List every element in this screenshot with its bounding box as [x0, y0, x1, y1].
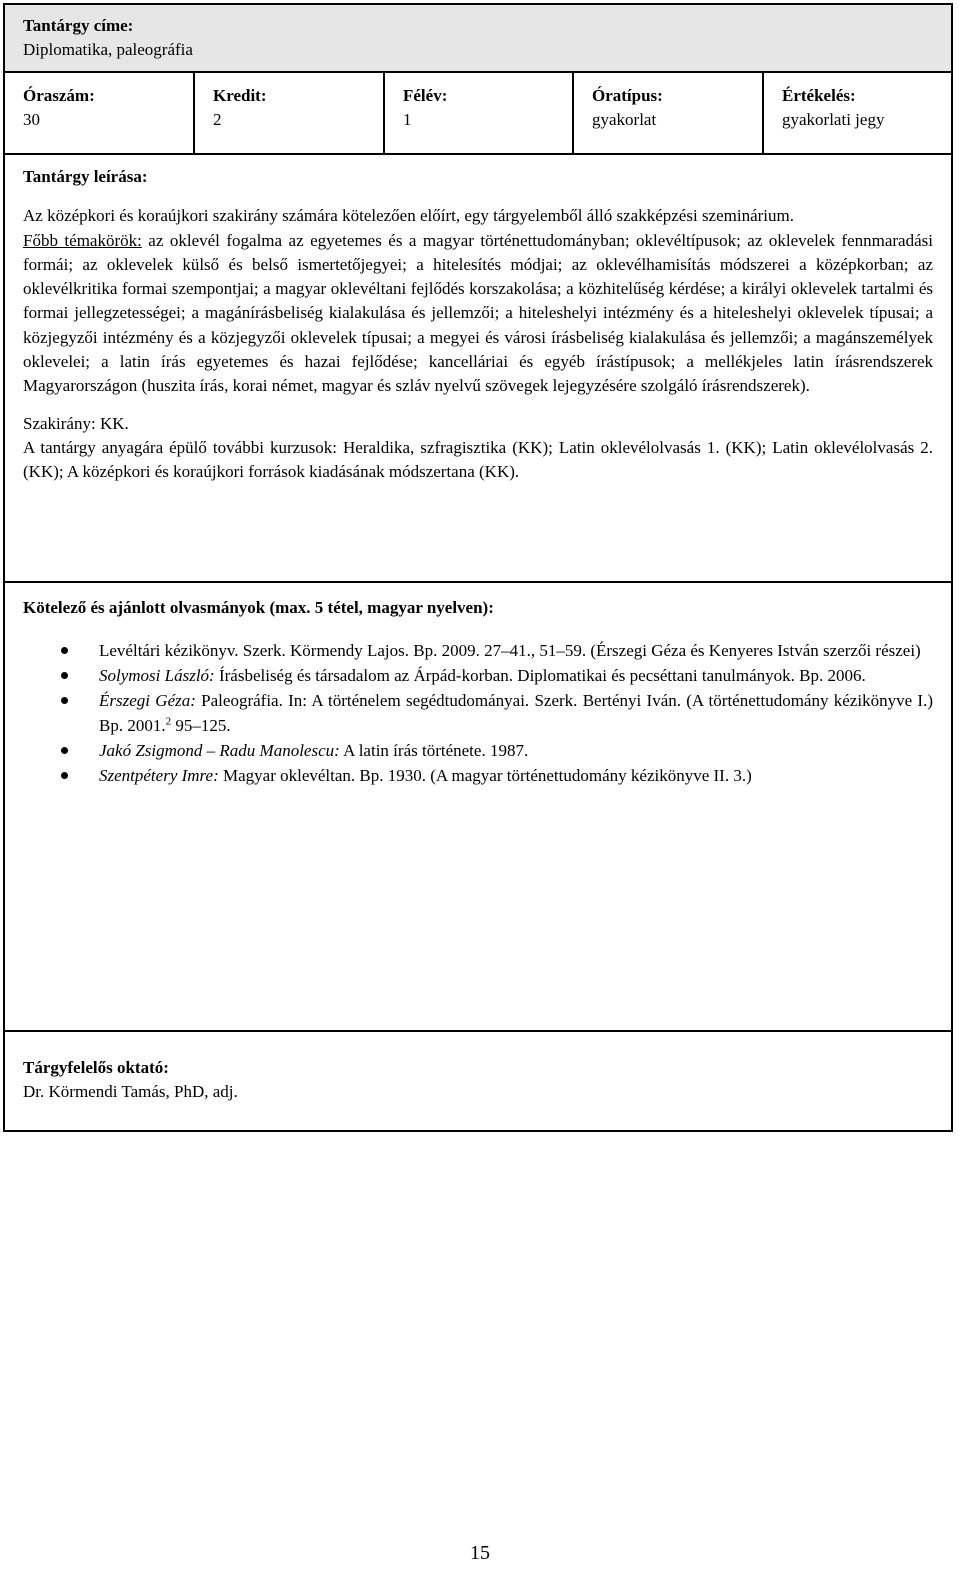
class-type-cell — [574, 73, 764, 153]
reading-item — [23, 638, 933, 663]
description-label: Tantárgy leírása: — [23, 167, 148, 186]
subject-title-cell — [5, 5, 951, 73]
reading-pages: 95–125. — [171, 716, 231, 735]
reading-text: A latin írás története. 1987. — [339, 741, 529, 760]
reading-author: Érszegi Géza: — [99, 691, 196, 710]
evaluation-value: gyakorlati jegy — [782, 110, 885, 129]
bullet-icon — [61, 747, 68, 754]
readings-cell — [5, 583, 951, 1032]
teacher-name: Dr. Körmendi Tamás, PhD, adj. — [23, 1082, 238, 1101]
description-topics — [23, 229, 933, 399]
reading-text: Levéltári kézikönyv. Szerk. Körmendy Lajos. Bp. 2009. 27–41., 51–59. (Érszegi Géza és Kenyeres István szerzői részei) — [99, 641, 921, 660]
teacher-cell — [5, 1032, 951, 1130]
topics-text: az oklevél fogalma az egyetemes és a magyar történettudományban; oklevéltípusok; az oklevelek fennmaradási formái; az oklevelek külső és belső ismertetőjegyei; a hitelesítés módjai; az oklevélhamisítás módszerei a középkorban; az oklevélkritika formai szempontjai; a magyar oklevéltani fejlődés korszakolása; a közhitelűség kérdése; a királyi oklevelek tartalmi és formai jellegzetességei; a magánírásbeliség kialakulása és jellemzői; a hiteleshelyi intézmény és a hiteleshelyi oklevelek típusai; a közjegyzői intézmény és a közjegyzői oklevelek típusai; a megyei és városi írásbeliség kialakulása és jellemzői; a magánszemélyek oklevelei; a latin írás egyetemes és hazai fejlődése; kancelláriai és egyéb írástípusok; a mellékjeles latin írásrendszerek Magyarországon (huszita írás, korai német, magyar és szláv nyelvű szövegek lejegyzésére szolgáló írásrendszerek). — [23, 230, 933, 396]
readings-list — [23, 638, 933, 788]
hours-label: Óraszám: — [23, 86, 95, 105]
reading-author: Solymosi László: — [99, 666, 215, 685]
reading-item — [23, 688, 933, 738]
bullet-icon — [61, 772, 68, 779]
meta-row — [5, 73, 951, 155]
subject-title-label: Tantárgy címe: — [23, 16, 134, 35]
semester-label: Félév: — [403, 86, 448, 105]
bullet-icon — [61, 672, 68, 679]
evaluation-label: Értékelés: — [782, 86, 856, 105]
reading-text: Írásbeliség és társadalom az Árpád-korban. Diplomatikai és pecséttani tanulmányok. Bp. 2006. — [214, 666, 866, 685]
topics-label: Főbb témakörök: — [23, 230, 142, 250]
semester-cell — [385, 73, 574, 153]
reading-item — [23, 738, 933, 763]
reading-author: Szentpétery Imre: — [99, 766, 219, 785]
bullet-icon — [61, 697, 68, 704]
specialization: Szakirány: KK. — [23, 413, 129, 433]
description-intro: Az középkori és koraújkori szakirány számára kötelezően előírt, egy tárgyelemből álló szakképzési szeminárium. — [23, 206, 795, 226]
course-table — [3, 3, 953, 1132]
readings-label: Kötelező és ajánlott olvasmányok (max. 5 tétel, magyar nyelven): — [23, 598, 494, 617]
bullet-icon — [61, 647, 68, 654]
page-number: 15 — [470, 1542, 490, 1564]
evaluation-cell — [764, 73, 951, 153]
teacher-label: Tárgyfelelős oktató: — [23, 1058, 169, 1077]
credit-cell — [195, 73, 385, 153]
hours-value: 30 — [23, 110, 40, 129]
reading-author: Jakó Zsigmond – Radu Manolescu: — [99, 741, 340, 760]
class-type-value: gyakorlat — [592, 110, 657, 129]
hours-cell — [5, 73, 195, 153]
subject-title-value: Diplomatika, paleográfia — [23, 40, 193, 59]
reading-text: Magyar oklevéltan. Bp. 1930. (A magyar történettudomány kézikönyve II. 3.) — [218, 766, 752, 785]
reading-item — [23, 763, 933, 788]
edition-superscript: 2 — [165, 715, 172, 728]
reading-text: Paleográfia. In: A történelem segédtudományai. Szerk. Bertényi Iván. (A történettudomány kézikönyve I.) Bp. 2001. — [99, 691, 933, 735]
class-type-label: Óratípus: — [592, 86, 663, 105]
credit-value: 2 — [213, 110, 222, 129]
credit-label: Kredit: — [213, 86, 267, 105]
followup-courses: A tantárgy anyagára épülő további kurzusok: Heraldika, szfragisztika (KK); Latin oklevélolvasás 1. (KK); Latin oklevélolvasás 2. (KK); A középkori és koraújkori források kiadásának módszertana (KK). — [23, 437, 933, 482]
description-cell — [5, 155, 951, 583]
semester-value: 1 — [403, 110, 412, 129]
reading-item — [23, 663, 933, 688]
